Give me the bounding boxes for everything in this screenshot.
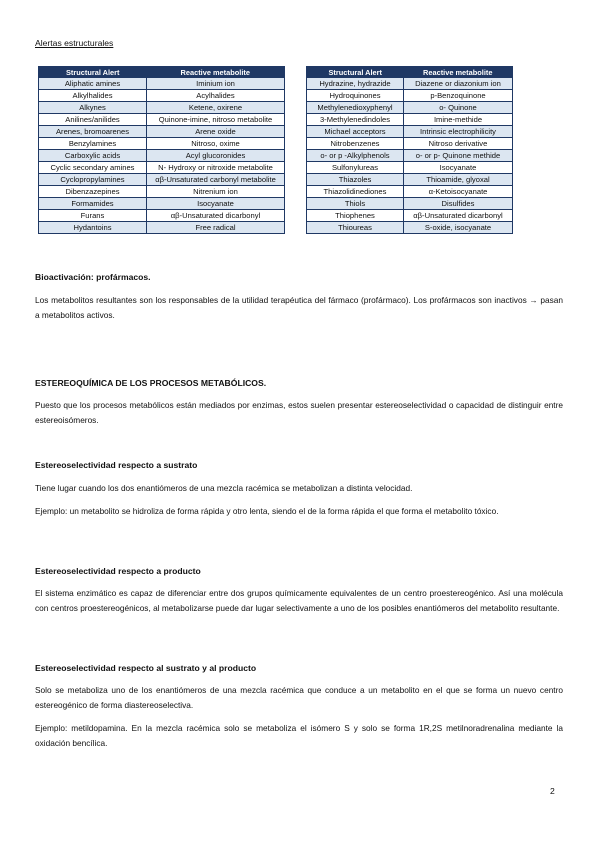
structural-alert-table-1	[38, 66, 285, 234]
structural-alert-cell: Alkynes	[39, 102, 147, 114]
table-row	[39, 150, 285, 162]
substrate-product-text-2: Ejemplo: metildopamina. En la mezcla racémica solo se metaboliza el isómero S y solo se forma 1R,2S metilnoradrenalina mediante la oxidación bencílica.	[35, 723, 563, 748]
section-title: Alertas estructurales	[35, 38, 114, 48]
reactive-metabolite-cell: αβ-Unsaturated dicarbonyl	[404, 210, 513, 222]
table-row	[307, 102, 513, 114]
reactive-metabolite-cell: Nitrenium ion	[147, 186, 285, 198]
substrate-text-1: Tiene lugar cuando los dos enantiómeros de una mezcla racémica se metabolizan a distinta velocidad.	[35, 483, 413, 493]
stereochemistry-heading: ESTEREOQUÍMICA DE LOS PROCESOS METABÓLICOS.	[35, 378, 267, 388]
reactive-metabolite-cell: Acyl glucoronides	[147, 150, 285, 162]
structural-alert-cell: Thiols	[307, 198, 404, 210]
structural-alert-cell: 3-Methylenedindoles	[307, 114, 404, 126]
reactive-metabolite-cell: Free radical	[147, 222, 285, 234]
bioactivation-heading: Bioactivación: profármacos.	[35, 272, 151, 282]
column-header: Reactive metabolite	[404, 67, 513, 79]
reactive-metabolite-cell: αβ-Unsaturated dicarbonyl	[147, 210, 285, 222]
structural-alert-cell: Hydroquinones	[307, 90, 404, 102]
structural-alert-cell: Methylenedioxyphenyl	[307, 102, 404, 114]
structural-alert-cell: Thiazolidinediones	[307, 186, 404, 198]
reactive-metabolite-cell: Isocyanate	[404, 162, 513, 174]
structural-alert-cell: Formamides	[39, 198, 147, 210]
reactive-metabolite-cell: Thioamide, glyoxal	[404, 174, 513, 186]
table-row	[307, 174, 513, 186]
product-text: El sistema enzimático es capaz de diferenciar entre dos grupos químicamente equivalentes de un centro proestereogénico. Así una molécula con centros proestereogénicos, al metabolizarse puede dar lugar selectivamente a uno de los posibles enantiómeros del metabolito resultante.	[35, 588, 563, 613]
reactive-metabolite-cell: αβ-Unsaturated carbonyl metabolite	[147, 174, 285, 186]
reactive-metabolite-cell: S-oxide, isocyanate	[404, 222, 513, 234]
structural-alert-cell: Aliphatic amines	[39, 78, 147, 90]
structural-alert-cell: Hydrazine, hydrazide	[307, 78, 404, 90]
table-row	[39, 198, 285, 210]
table-row	[39, 186, 285, 198]
table-row	[39, 138, 285, 150]
structural-alert-cell: Michael acceptors	[307, 126, 404, 138]
table-row	[307, 198, 513, 210]
structural-alert-cell: Thiophenes	[307, 210, 404, 222]
substrate-heading: Estereoselectividad respecto a sustrato	[35, 460, 198, 470]
structural-alert-cell: Sulfonylureas	[307, 162, 404, 174]
table-row	[307, 150, 513, 162]
reactive-metabolite-cell: Isocyanate	[147, 198, 285, 210]
table-row	[307, 222, 513, 234]
structural-alert-cell: Anilines/anilides	[39, 114, 147, 126]
bioactivation-text: Los metabolitos resultantes son los responsables de la utilidad terapéutica del fármaco (profármaco). Los profármacos son inactivos → pasan a metabolitos activos.	[35, 295, 563, 320]
reactive-metabolite-cell: Nitroso derivative	[404, 138, 513, 150]
structural-alert-cell: o- or p -Alkylphenols	[307, 150, 404, 162]
table-row	[39, 114, 285, 126]
substrate-text-2: Ejemplo: un metabolito se hidroliza de forma rápida y otro lenta, siendo el de la forma rápida el que forma el metabolito tóxico.	[35, 506, 499, 516]
table-row	[307, 78, 513, 90]
structural-alert-cell: Alkylhalides	[39, 90, 147, 102]
page-number: 2	[550, 786, 555, 796]
table-row	[39, 222, 285, 234]
structural-alert-table-2	[306, 66, 513, 234]
structural-alert-cell: Cyclic secondary amines	[39, 162, 147, 174]
structural-alert-cell: Thiazoles	[307, 174, 404, 186]
structural-alert-cell: Dibenzazepines	[39, 186, 147, 198]
structural-alert-cell: Cyclopropylamines	[39, 174, 147, 186]
table-row	[39, 210, 285, 222]
structural-alert-cell: Thioureas	[307, 222, 404, 234]
table-row	[39, 126, 285, 138]
table-row	[307, 186, 513, 198]
stereochemistry-text: Puesto que los procesos metabólicos están mediados por enzimas, estos suelen presentar estereoselectividad o capacidad de distinguir entre estereoisómeros.	[35, 400, 563, 425]
column-header: Reactive metabolite	[147, 67, 285, 79]
table-row	[39, 174, 285, 186]
table-row	[307, 138, 513, 150]
table-row	[39, 102, 285, 114]
table-row	[39, 78, 285, 90]
structural-alert-cell: Hydantoins	[39, 222, 147, 234]
reactive-metabolite-cell: Nitroso, oxime	[147, 138, 285, 150]
structural-alert-cell: Benzylamines	[39, 138, 147, 150]
table-row	[307, 162, 513, 174]
column-header: Structural Alert	[39, 67, 147, 79]
structural-alert-cell: Arenes, bromoarenes	[39, 126, 147, 138]
reactive-metabolite-cell: Intrinsic electrophilicity	[404, 126, 513, 138]
column-header: Structural Alert	[307, 67, 404, 79]
structural-alert-cell: Furans	[39, 210, 147, 222]
product-heading: Estereoselectividad respecto a producto	[35, 566, 201, 576]
structural-alert-cell: Carboxylic acids	[39, 150, 147, 162]
reactive-metabolite-cell: Imine-methide	[404, 114, 513, 126]
reactive-metabolite-cell: Iminium ion	[147, 78, 285, 90]
reactive-metabolite-cell: Quinone-imine, nitroso metabolite	[147, 114, 285, 126]
reactive-metabolite-cell: Diazene or diazonium ion	[404, 78, 513, 90]
reactive-metabolite-cell: Arene oxide	[147, 126, 285, 138]
table-row	[307, 90, 513, 102]
reactive-metabolite-cell: Disulfides	[404, 198, 513, 210]
reactive-metabolite-cell: Acylhalides	[147, 90, 285, 102]
reactive-metabolite-cell: o- Quinone	[404, 102, 513, 114]
table-row	[307, 114, 513, 126]
substrate-product-text-1: Solo se metaboliza uno de los enantiómeros de una mezcla racémica que conduce a un metabolito en el que se forma un nuevo centro estereogénico de forma diastereoselectiva.	[35, 685, 563, 710]
reactive-metabolite-cell: o- or p- Quinone methide	[404, 150, 513, 162]
table-row	[39, 90, 285, 102]
reactive-metabolite-cell: α-Ketoisocyanate	[404, 186, 513, 198]
reactive-metabolite-cell: N- Hydroxy or nitroxide metabolite	[147, 162, 285, 174]
structural-alert-cell: Nitrobenzenes	[307, 138, 404, 150]
reactive-metabolite-cell: p-Benzoquinone	[404, 90, 513, 102]
table-row	[307, 210, 513, 222]
substrate-product-heading: Estereoselectividad respecto al sustrato y al producto	[35, 663, 257, 673]
table-row	[39, 162, 285, 174]
reactive-metabolite-cell: Ketene, oxirene	[147, 102, 285, 114]
table-row	[307, 126, 513, 138]
